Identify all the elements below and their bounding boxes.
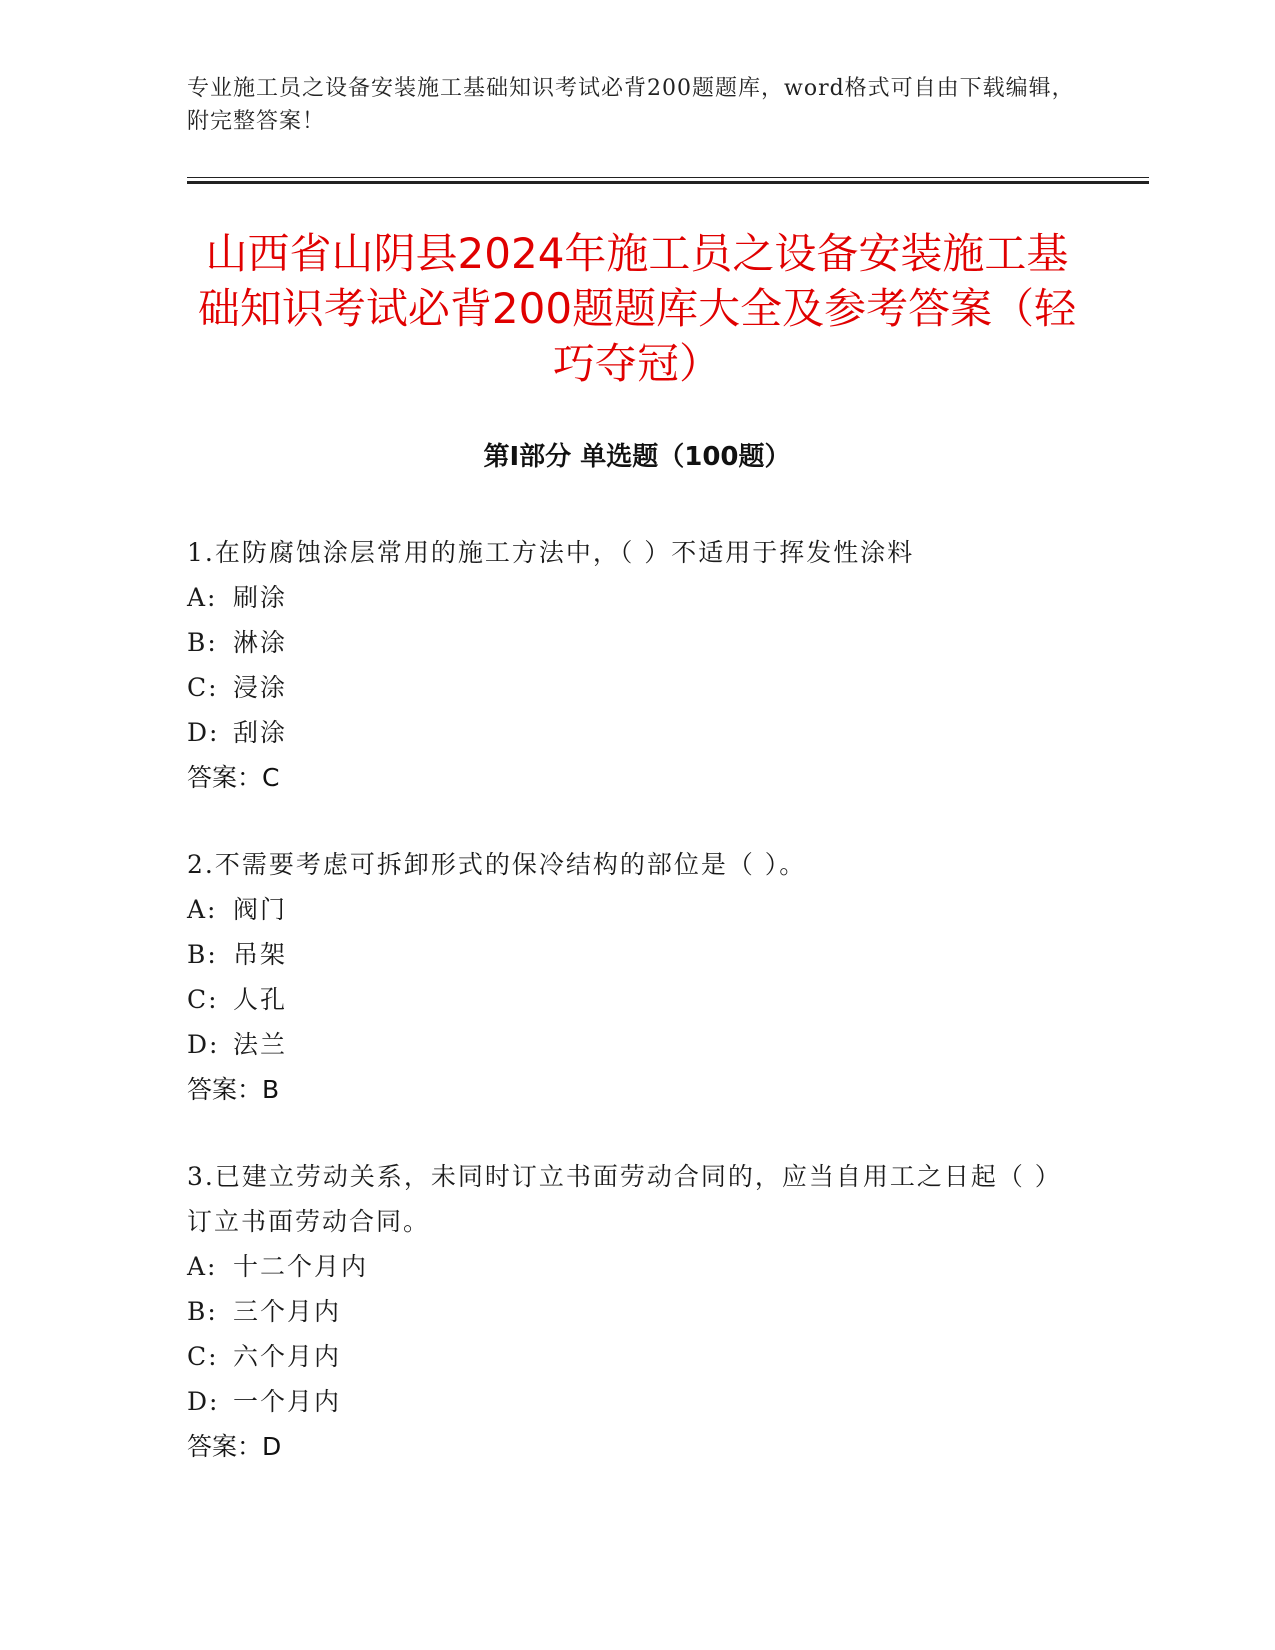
option-text: 十二个月内 bbox=[233, 1252, 369, 1281]
option-d bbox=[187, 710, 1087, 755]
header-rule-thick bbox=[187, 181, 1149, 184]
question-stem: 3.已建立劳动关系，未同时订立书面劳动合同的，应当自用工之日起（ ）订立书面劳动合同。 bbox=[187, 1162, 1062, 1236]
answer-line: 答案：B bbox=[187, 1075, 280, 1104]
option-text: 法兰 bbox=[233, 1030, 288, 1059]
answer-line: 答案：C bbox=[187, 763, 280, 792]
option-c bbox=[187, 977, 1087, 1022]
option-key: B: bbox=[187, 628, 218, 657]
option-text: 淋涂 bbox=[233, 628, 288, 657]
document-title: 山西省山阴县2024年施工员之设备安装施工基础知识考试必背200题题库大全及参考答案（轻巧夺冠） bbox=[197, 229, 1077, 388]
option-text: 三个月内 bbox=[233, 1297, 342, 1326]
header-rule-thin bbox=[187, 177, 1149, 178]
option-c bbox=[187, 665, 1087, 710]
option-key: B: bbox=[187, 940, 218, 969]
question-list bbox=[187, 530, 1087, 1511]
option-d bbox=[187, 1022, 1087, 1067]
question-1 bbox=[187, 530, 1087, 800]
header-note: 专业施工员之设备安装施工基础知识考试必背200题题库，word格式可自由下载编辑，附完整答案！ bbox=[187, 76, 1075, 134]
question-2 bbox=[187, 842, 1087, 1112]
option-key: A: bbox=[187, 1252, 218, 1281]
option-b bbox=[187, 1289, 1087, 1334]
question-3 bbox=[187, 1154, 1087, 1469]
option-key: C: bbox=[187, 673, 219, 702]
option-b bbox=[187, 932, 1087, 977]
option-key: C: bbox=[187, 1342, 219, 1371]
option-text: 一个月内 bbox=[233, 1387, 342, 1416]
option-key: C: bbox=[187, 985, 219, 1014]
option-key: B: bbox=[187, 1297, 218, 1326]
answer-line: 答案：D bbox=[187, 1432, 282, 1461]
option-b bbox=[187, 620, 1087, 665]
option-text: 阀门 bbox=[233, 895, 288, 924]
option-a bbox=[187, 1244, 1087, 1289]
option-text: 刮涂 bbox=[233, 718, 288, 747]
option-text: 刷涂 bbox=[233, 583, 288, 612]
question-stem: 2.不需要考虑可拆卸形式的保冷结构的部位是（ ）。 bbox=[187, 850, 807, 879]
option-a bbox=[187, 887, 1087, 932]
option-text: 吊架 bbox=[233, 940, 288, 969]
question-stem: 1.在防腐蚀涂层常用的施工方法中，（ ）不适用于挥发性涂料 bbox=[187, 538, 915, 567]
option-c bbox=[187, 1334, 1087, 1379]
option-text: 六个月内 bbox=[233, 1342, 342, 1371]
option-key: D: bbox=[187, 1030, 220, 1059]
option-key: D: bbox=[187, 718, 220, 747]
option-key: D: bbox=[187, 1387, 220, 1416]
option-key: A: bbox=[187, 583, 218, 612]
option-text: 人孔 bbox=[233, 985, 288, 1014]
section-title: 第Ⅰ部分 单选题（100题） bbox=[483, 442, 791, 472]
option-d bbox=[187, 1379, 1087, 1424]
option-a bbox=[187, 575, 1087, 620]
option-text: 浸涂 bbox=[233, 673, 288, 702]
option-key: A: bbox=[187, 895, 218, 924]
